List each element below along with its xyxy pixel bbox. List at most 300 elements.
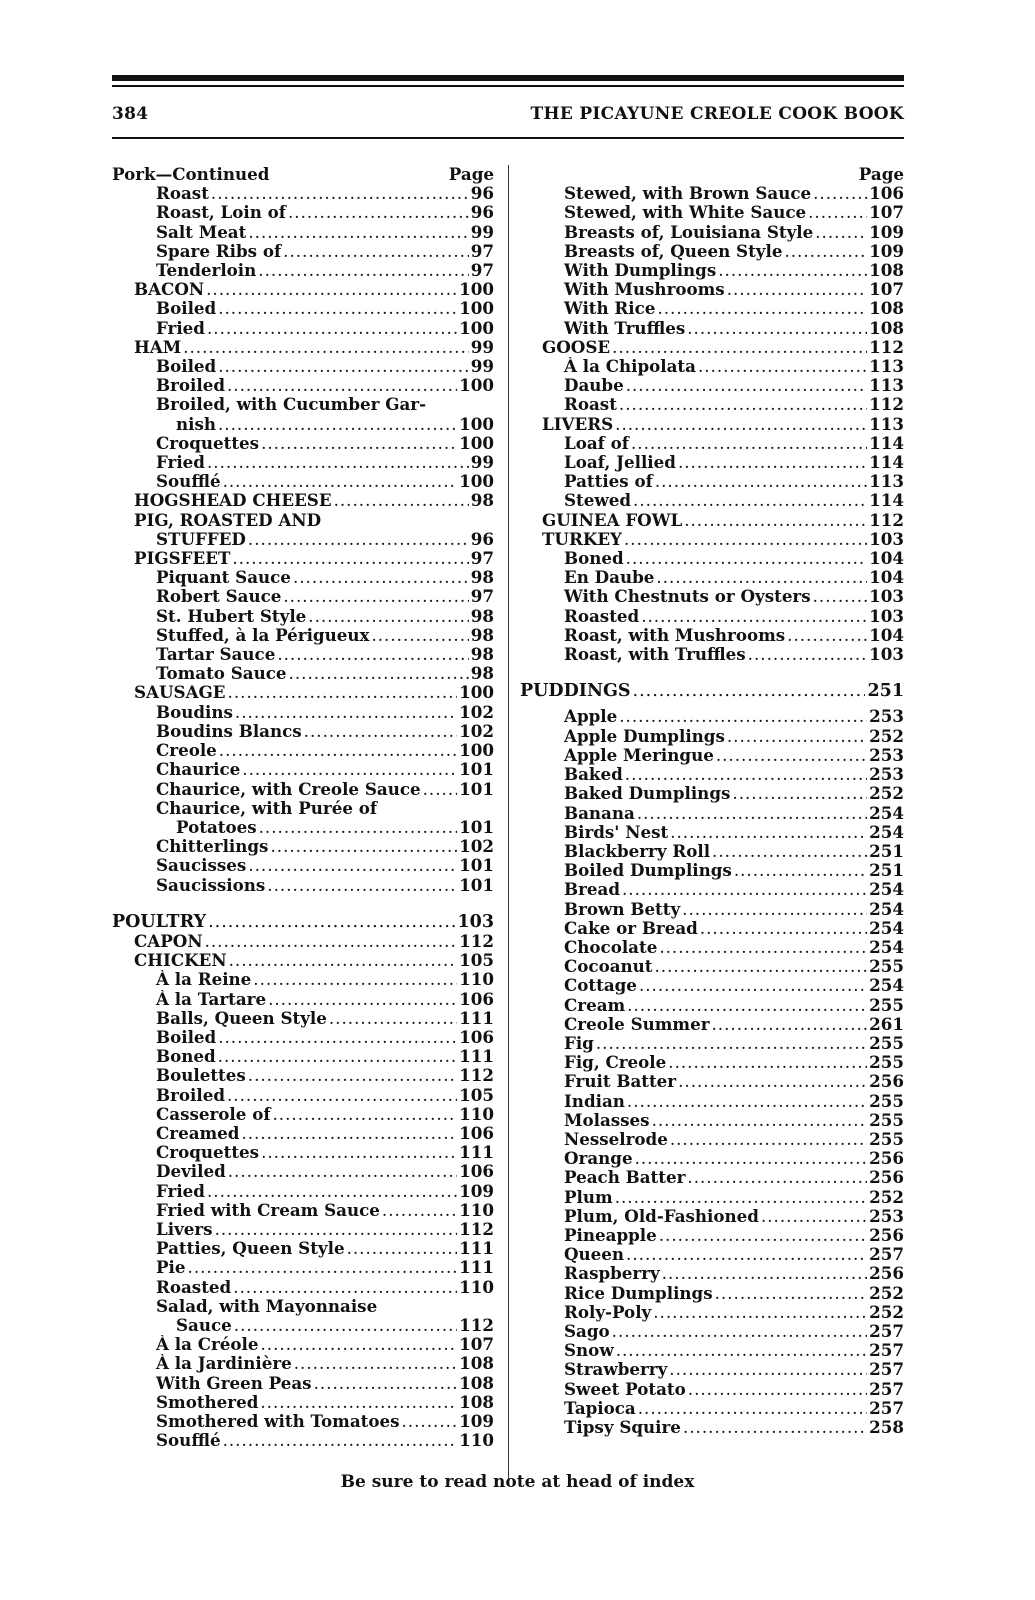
leader-dots <box>656 568 867 587</box>
entry-page: 96 <box>470 203 494 223</box>
entry-text: À la Jardinière <box>156 1354 292 1374</box>
index-entry <box>112 299 494 318</box>
index-entry <box>112 530 494 549</box>
entry-text: Potatoes <box>176 817 257 837</box>
index-entry <box>112 990 494 1009</box>
entry-page: 255 <box>869 1129 904 1149</box>
leader-dots <box>639 976 867 995</box>
index-entry <box>520 746 904 765</box>
section-heading-page: 103 <box>457 912 494 932</box>
leader-dots <box>659 938 867 957</box>
leader-dots <box>289 664 469 683</box>
entry-page: 101 <box>459 856 494 876</box>
index-entry <box>520 568 904 587</box>
leader-dots <box>633 682 866 701</box>
leader-dots <box>218 299 457 318</box>
leader-dots <box>218 1047 458 1066</box>
entry-page: 103 <box>869 529 904 549</box>
entry-page: 255 <box>869 1033 904 1053</box>
index-entry <box>112 780 494 799</box>
entry-page: 100 <box>459 741 494 761</box>
leader-dots <box>273 1105 458 1124</box>
leader-dots <box>687 1168 867 1187</box>
entry-page: 261 <box>869 1014 904 1034</box>
leader-dots <box>653 1303 867 1322</box>
index-entry <box>520 765 904 784</box>
leader-dots <box>248 1066 457 1085</box>
entry-text: Tartar Sauce <box>156 645 276 665</box>
entry-page: 251 <box>869 861 904 881</box>
entry-page: 107 <box>869 280 904 300</box>
leader-dots <box>698 357 867 376</box>
entry-page: 257 <box>869 1341 904 1361</box>
index-entry <box>112 1162 494 1181</box>
leader-dots <box>637 804 867 823</box>
entry-page: 106 <box>459 1123 494 1143</box>
leader-dots <box>655 472 867 491</box>
entry-text: Piquant Sauce <box>156 568 291 588</box>
entry-page: 111 <box>459 1143 494 1163</box>
leader-dots <box>612 1322 867 1341</box>
index-entry <box>112 1258 494 1277</box>
entry-page: 113 <box>869 376 904 396</box>
leader-dots <box>183 338 469 357</box>
index-entry <box>520 1111 904 1130</box>
left-column-header <box>112 165 494 184</box>
leader-dots <box>687 319 867 338</box>
entry-text: En Daube <box>564 568 655 588</box>
entry-page: 100 <box>459 376 494 396</box>
entry-page: 113 <box>869 472 904 492</box>
index-entry <box>520 900 904 919</box>
running-head <box>112 104 904 128</box>
leader-dots <box>253 970 457 989</box>
entry-text: Strawberry <box>564 1360 668 1380</box>
entry-page: 254 <box>869 803 904 823</box>
leader-dots <box>662 1264 867 1283</box>
index-entry <box>520 299 904 318</box>
page-label: Page <box>448 164 494 184</box>
leader-dots <box>657 299 867 318</box>
leader-dots <box>624 530 867 549</box>
index-entry <box>112 876 494 895</box>
index-entry <box>520 727 904 746</box>
leader-dots <box>655 957 868 976</box>
entry-page: 109 <box>459 1181 494 1201</box>
column-divider <box>508 165 509 1480</box>
index-entry <box>112 664 494 683</box>
entry-page: 256 <box>869 1168 904 1188</box>
entry-text: Boiled Dumplings <box>564 861 732 881</box>
index-entry <box>112 453 494 472</box>
entry-page: 254 <box>869 899 904 919</box>
leader-dots <box>615 415 867 434</box>
entry-page: 96 <box>470 529 494 549</box>
entry-text: Indian <box>564 1091 625 1111</box>
index-entry <box>520 453 904 472</box>
entry-text: Pineapple <box>564 1225 657 1245</box>
index-entry <box>112 1105 494 1124</box>
leader-dots <box>732 784 867 803</box>
section-gap <box>520 664 904 682</box>
entry-page: 111 <box>459 1239 494 1259</box>
entry-page: 253 <box>869 1206 904 1226</box>
leader-dots <box>277 645 468 664</box>
puddings-heading <box>520 682 904 701</box>
index-entry <box>112 491 494 510</box>
leader-dots <box>638 1399 867 1418</box>
entry-page: 100 <box>459 299 494 319</box>
entry-page: 257 <box>869 1321 904 1341</box>
entry-page: 108 <box>459 1373 494 1393</box>
index-entry <box>112 970 494 989</box>
entry-page: 252 <box>869 1187 904 1207</box>
leader-dots <box>718 261 867 280</box>
index-entry <box>520 376 904 395</box>
index-entry <box>520 395 904 414</box>
entry-page: 109 <box>459 1412 494 1431</box>
entry-text: À la Reine <box>156 970 252 990</box>
entry-page: 98 <box>470 645 494 665</box>
index-entry <box>112 395 494 414</box>
entry-page: 110 <box>459 1277 494 1297</box>
entry-page: 257 <box>869 1379 904 1399</box>
index-entry <box>520 784 904 803</box>
entry-page: 256 <box>869 1149 904 1169</box>
entry-page: 254 <box>869 880 904 900</box>
leader-dots <box>815 223 867 242</box>
leader-dots <box>261 1335 458 1354</box>
entry-text: With Green Peas <box>156 1373 312 1393</box>
top-rule-thick <box>112 75 904 81</box>
index-entry <box>112 587 494 606</box>
entry-text: Plum <box>564 1187 613 1207</box>
entry-page: 254 <box>869 937 904 957</box>
index-entry <box>112 1335 494 1354</box>
right-column <box>520 165 904 1475</box>
index-entry <box>520 1072 904 1091</box>
leader-dots <box>219 741 457 760</box>
entry-text: Robert Sauce <box>156 587 282 607</box>
index-entry <box>520 511 904 530</box>
index-entry <box>520 1303 904 1322</box>
entry-page: 100 <box>459 683 494 703</box>
entry-text: Roly-Poly <box>564 1302 652 1322</box>
entry-page: 108 <box>869 318 904 338</box>
leader-dots <box>207 319 457 338</box>
entry-text: Croquettes <box>156 1143 260 1163</box>
leader-dots <box>670 823 867 842</box>
entry-text: Boiled <box>156 299 217 319</box>
leader-dots <box>223 1431 458 1450</box>
index-entry <box>520 1380 904 1399</box>
entry-text: Fruit Batter <box>564 1072 677 1092</box>
entry-text: Casserole of <box>156 1104 271 1124</box>
entry-text: Roasted <box>564 606 640 626</box>
index-entry <box>520 242 904 261</box>
entry-text: Boulettes <box>156 1066 246 1086</box>
entry-text: Breasts of, Queen Style <box>564 241 783 261</box>
entry-text: Boned <box>156 1047 216 1067</box>
entry-page: 97 <box>470 587 494 607</box>
entry-page: 103 <box>869 606 904 626</box>
entry-page: 99 <box>470 222 494 242</box>
entry-page: 107 <box>459 1335 494 1355</box>
puddings-entries <box>520 707 904 1437</box>
leader-dots <box>241 1124 457 1143</box>
leader-dots <box>314 1374 458 1393</box>
entry-page: 108 <box>459 1392 494 1412</box>
entry-text: Breasts of, Louisiana Style <box>564 222 814 242</box>
entry-page: 114 <box>869 491 904 511</box>
index-entry <box>112 1143 494 1162</box>
index-entry <box>520 1418 904 1437</box>
entry-page: 101 <box>459 875 494 895</box>
leader-dots <box>635 1149 868 1168</box>
leader-dots <box>283 242 469 261</box>
index-entry <box>112 242 494 261</box>
entry-page: 99 <box>470 453 494 473</box>
leader-dots <box>631 434 867 453</box>
entry-page: 253 <box>869 707 904 727</box>
entry-text: Saucisses <box>156 856 247 876</box>
entry-page: 114 <box>869 433 904 453</box>
entry-text: HOGSHEAD CHEESE <box>134 491 332 511</box>
leader-dots <box>268 990 457 1009</box>
entry-text: Bread <box>564 880 620 900</box>
index-entry <box>520 626 904 645</box>
entry-text: Stewed, with Brown Sauce <box>564 184 812 204</box>
entry-page: 112 <box>869 510 904 530</box>
leader-dots <box>715 1284 868 1303</box>
entry-page: 106 <box>459 989 494 1009</box>
leader-dots <box>248 530 469 549</box>
entry-page: 108 <box>459 1354 494 1374</box>
entry-page: 257 <box>869 1360 904 1380</box>
entry-text: GUINEA FOWL <box>542 510 683 530</box>
entry-text: St. Hubert Style <box>156 606 307 626</box>
index-entry <box>520 434 904 453</box>
leader-dots <box>261 1143 457 1162</box>
entry-text: Broiled <box>156 376 225 396</box>
entry-text: Balls, Queen Style <box>156 1008 327 1028</box>
entry-page: 99 <box>470 357 494 377</box>
entry-page: 100 <box>459 318 494 338</box>
entry-page: 255 <box>869 957 904 977</box>
index-entry <box>520 1015 904 1034</box>
index-entry <box>112 818 494 837</box>
index-entry <box>520 1034 904 1053</box>
entry-text: Fig <box>564 1033 594 1053</box>
entry-text: Stuffed, à la Périgueux <box>156 625 370 645</box>
leader-dots <box>808 203 867 222</box>
index-entry <box>520 1399 904 1418</box>
index-entry <box>112 1047 494 1066</box>
index-entry <box>112 703 494 722</box>
index-entry <box>112 741 494 760</box>
leader-dots <box>283 587 468 606</box>
index-entry <box>112 338 494 357</box>
index-entry <box>520 203 904 222</box>
entry-page: 112 <box>459 1066 494 1086</box>
leader-dots <box>619 395 867 414</box>
entry-text: With Truffles <box>564 318 686 338</box>
entry-text: Apple <box>564 707 618 727</box>
index-entry <box>112 223 494 242</box>
leader-dots <box>612 338 867 357</box>
leader-dots <box>727 280 867 299</box>
section-heading-text: PUDDINGS <box>520 682 631 702</box>
leader-dots <box>234 1316 457 1335</box>
index-entry <box>112 1066 494 1085</box>
index-entry <box>520 415 904 434</box>
index-entry <box>520 530 904 549</box>
entry-page: 103 <box>869 587 904 607</box>
leader-dots <box>329 1009 457 1028</box>
index-entry <box>112 837 494 856</box>
entry-page: 104 <box>869 568 904 588</box>
entry-text: Roast, with Mushrooms <box>564 625 786 645</box>
entry-page: 108 <box>869 299 904 319</box>
entry-text: Soufflé <box>156 1431 221 1451</box>
entry-page: 107 <box>869 203 904 223</box>
entry-text: HAM <box>134 337 182 357</box>
leader-dots <box>402 1412 458 1431</box>
index-entry <box>112 1239 494 1258</box>
index-entry <box>520 1053 904 1072</box>
entry-page: 104 <box>869 625 904 645</box>
index-entry <box>112 722 494 741</box>
entry-page: 105 <box>459 1085 494 1105</box>
entry-text: Tomato Sauce <box>156 664 287 684</box>
entry-page: 252 <box>869 1283 904 1303</box>
entry-text: Tipsy Squire <box>564 1418 681 1437</box>
index-entry <box>112 1412 494 1431</box>
leader-dots <box>619 707 867 726</box>
entry-page: 106 <box>459 1027 494 1047</box>
leader-dots <box>188 1258 458 1277</box>
leader-dots <box>633 491 867 510</box>
leader-dots <box>626 549 868 568</box>
leader-dots <box>678 1072 867 1091</box>
entry-text: Apple Dumplings <box>564 726 725 746</box>
entry-text: Croquettes <box>156 433 260 453</box>
leader-dots <box>787 626 867 645</box>
entry-page: 253 <box>869 745 904 765</box>
leader-dots <box>218 415 457 434</box>
entry-page: 99 <box>470 337 494 357</box>
leader-dots <box>659 1226 867 1245</box>
leader-dots <box>712 842 867 861</box>
entry-text: Saucissions <box>156 875 266 895</box>
index-entry <box>112 357 494 376</box>
index-entry <box>112 280 494 299</box>
entry-text: With Dumplings <box>564 261 717 281</box>
leader-dots <box>242 760 457 779</box>
entry-text: Livers <box>156 1219 213 1239</box>
index-entry <box>112 1220 494 1239</box>
leader-dots <box>248 223 468 242</box>
index-entry <box>520 1245 904 1264</box>
entry-text: Salt Meat <box>156 222 247 242</box>
index-entry <box>520 587 904 606</box>
entry-text: Nesselrode <box>564 1129 668 1149</box>
entry-text: PIG, ROASTED AND <box>134 510 322 530</box>
leader-dots <box>229 951 458 970</box>
leader-dots <box>683 1418 867 1437</box>
leader-dots <box>627 1092 867 1111</box>
entry-text: SAUSAGE <box>134 683 226 703</box>
entry-text: Spare Ribs of <box>156 241 282 261</box>
leader-dots <box>813 184 867 203</box>
index-entry <box>520 938 904 957</box>
leader-dots <box>622 880 867 899</box>
index-entry <box>112 1028 494 1047</box>
entry-text: Broiled <box>156 1085 225 1105</box>
index-entry <box>112 511 494 530</box>
leader-dots <box>712 1015 868 1034</box>
entry-text: STUFFED <box>156 529 246 549</box>
entry-page: 111 <box>459 1008 494 1028</box>
entry-text: Chaurice, with Purée of <box>156 798 378 818</box>
entry-text: Creamed <box>156 1123 240 1143</box>
entry-page: 255 <box>869 1110 904 1130</box>
left-column <box>112 165 494 1475</box>
entry-text: BACON <box>134 280 205 300</box>
entry-text: Roasted <box>156 1277 232 1297</box>
index-entry <box>520 1341 904 1360</box>
entry-page: 101 <box>459 779 494 799</box>
leader-dots <box>228 683 458 702</box>
index-entry <box>112 434 494 453</box>
entry-page: 100 <box>459 433 494 453</box>
entry-text: nish <box>176 414 216 434</box>
entry-page: 112 <box>869 337 904 357</box>
entry-page: 102 <box>459 837 494 857</box>
page-number: 384 <box>112 104 149 124</box>
index-entry <box>520 184 904 203</box>
index-entry <box>520 861 904 880</box>
index-entry <box>112 319 494 338</box>
poultry-entries <box>112 932 494 1450</box>
leader-dots <box>211 184 469 203</box>
leader-dots <box>235 703 457 722</box>
entry-text: Loaf of <box>564 433 629 453</box>
leader-dots <box>371 626 468 645</box>
entry-page: 113 <box>869 357 904 377</box>
entry-page: 98 <box>470 625 494 645</box>
index-entry <box>112 1086 494 1105</box>
leader-dots <box>215 1220 458 1239</box>
entry-text: Smothered <box>156 1392 259 1412</box>
entry-text: Fig, Creole <box>564 1053 667 1073</box>
entry-text: Boudins Blancs <box>156 721 302 741</box>
entry-text: Snow <box>564 1341 614 1361</box>
index-entry <box>520 1092 904 1111</box>
entry-page: 98 <box>470 664 494 684</box>
leader-dots <box>334 491 469 510</box>
entry-page: 254 <box>869 822 904 842</box>
entry-page: 254 <box>869 918 904 938</box>
entry-page: 110 <box>459 970 494 990</box>
leader-dots <box>616 1341 867 1360</box>
entry-text: Cottage <box>564 976 637 996</box>
entry-page: 100 <box>459 414 494 434</box>
entry-text: À la Chipolata <box>564 357 696 377</box>
entry-page: 97 <box>470 241 494 261</box>
leader-dots <box>228 1162 457 1181</box>
entry-page: 98 <box>470 606 494 626</box>
